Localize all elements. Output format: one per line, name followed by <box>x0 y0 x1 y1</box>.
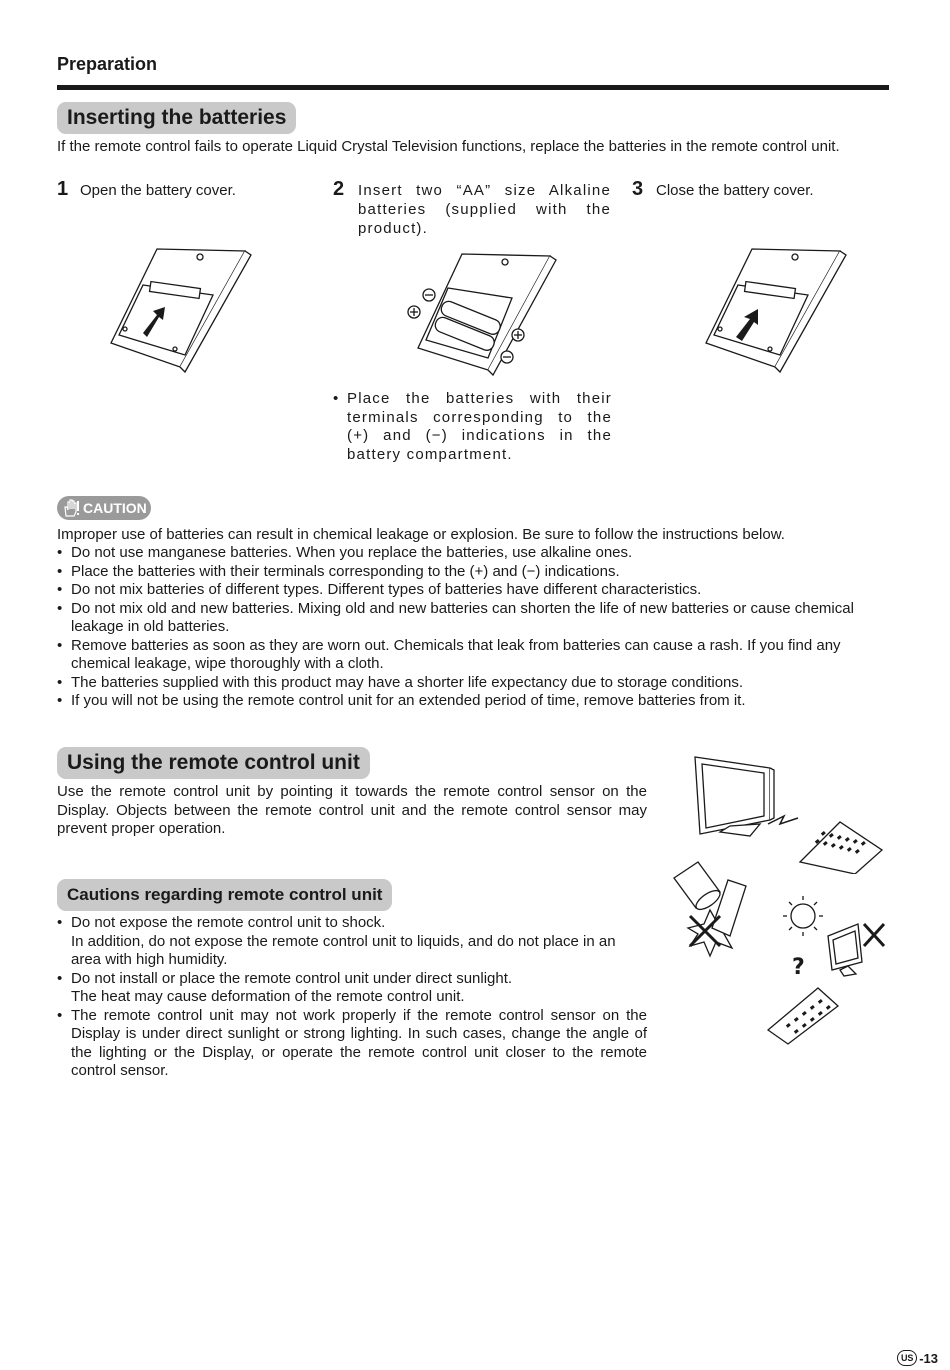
question-mark-icon: ? <box>792 955 805 980</box>
step-3-text: Close the battery cover. <box>656 182 814 199</box>
caution-label: CAUTION <box>83 500 147 516</box>
using-remote-text: Use the remote control unit by pointing it towards the remote control sensor on the Display. Objects between the remote control unit and the remote control sensor may prevent proper operation. <box>57 783 647 837</box>
batteries-intro: If the remote control fails to operate Liquid Crystal Television functions, replace the batteries in the remote control unit. <box>57 138 840 155</box>
battery-note <box>333 390 612 464</box>
tv-remote-illustration <box>690 752 885 874</box>
remote-insert-batteries-illustration <box>400 250 560 380</box>
caution-item: • Remove batteries as soon as they are worn out. Chemicals that leak from batteries can cause a rash. If you find any chemical leakage, wipe thoroughly with a cloth. <box>57 637 892 674</box>
caution-item: • Place the batteries with their terminals corresponding to the (+) and (−) indications. <box>57 563 892 582</box>
region-badge: US <box>897 1350 917 1366</box>
battery-note-text: • Place the batteries with their terminals corresponding to the (+) and (−) indications in the battery compartment. <box>333 390 612 464</box>
caution-item: • If you will not be using the remote control unit for an extended period of time, remove batteries from it. <box>57 692 892 711</box>
batteries-heading: Inserting the batteries <box>57 102 296 134</box>
step-2-number: 2 <box>333 178 345 200</box>
caution-item: • Do not use manganese batteries. When you replace the batteries, use alkaline ones. <box>57 544 892 563</box>
remote-cautions-illustration <box>668 858 893 1048</box>
remote-close-cover-illustration <box>700 245 850 377</box>
remote-open-cover-illustration <box>105 245 255 377</box>
cautions-remote-list <box>57 914 647 1081</box>
section-label: Preparation <box>57 54 158 74</box>
step-1-number: 1 <box>57 178 69 200</box>
cautions-remote-heading: Cautions regarding remote control unit <box>57 879 392 911</box>
caution-item: • Do not mix batteries of different types. Different types of batteries have different characteristics. <box>57 581 892 600</box>
cautions-remote-item: • Do not expose the remote control unit to shock. In addition, do not expose the remote control unit to liquids, and do not place in an area with high humidity. <box>57 914 647 970</box>
sun-icon <box>791 904 815 928</box>
step-1-text: Open the battery cover. <box>80 182 236 199</box>
using-remote-heading: Using the remote control unit <box>57 747 370 779</box>
caution-list <box>57 544 892 711</box>
step-3-number: 3 <box>632 178 644 200</box>
caution-badge <box>57 496 151 520</box>
caution-intro: Improper use of batteries can result in chemical leakage or explosion. Be sure to follow the instructions below. <box>57 526 785 543</box>
step-2-text: Insert two “AA” size Alkaline batteries (supplied with the product). <box>358 182 611 237</box>
cautions-remote-item: • The remote control unit may not work properly if the remote control sensor on the Display is under direct sunlight or strong lighting. In such cases, change the angle of the lighting or the Display, or operate the remote control unit closer to the remote control sensor. <box>57 1007 647 1081</box>
hand-caution-icon <box>61 498 81 518</box>
x-mark-icon <box>864 924 884 946</box>
caution-item: • The batteries supplied with this product may have a shorter life expectancy due to storage conditions. <box>57 674 892 693</box>
page-number-text: -13 <box>919 1350 938 1366</box>
page-number <box>897 1350 938 1366</box>
caution-item: • Do not mix old and new batteries. Mixing old and new batteries can shorten the life of new batteries or cause chemical leakage in old batteries. <box>57 600 892 637</box>
header-rule <box>57 85 889 90</box>
cautions-remote-item: • Do not install or place the remote control unit under direct sunlight. The heat may cause deformation of the remote control unit. <box>57 970 647 1007</box>
